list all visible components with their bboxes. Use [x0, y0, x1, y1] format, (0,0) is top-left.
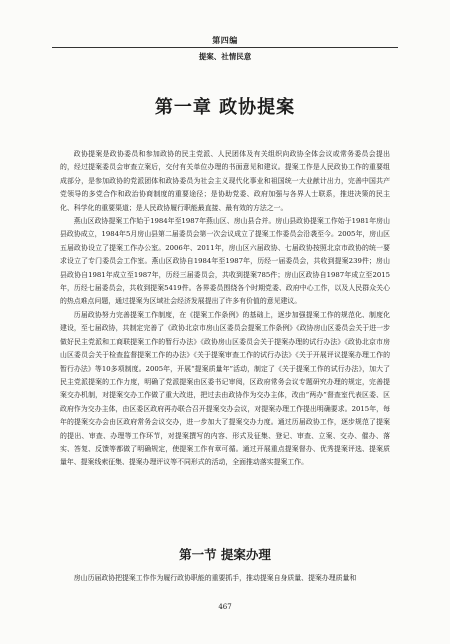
running-header-part: 第四编	[212, 35, 238, 45]
running-header-section: 提案、社情民意	[198, 52, 252, 61]
paragraph: 历届政协努力完善提案工作制度，在《提案工作条例》的基础上，逐步加强提案工作的规范化、制度化建设，至七届政协，共制定完善了《政协北京市房山区委员会提案工作条例》《政协房山区委员会关于进一步做好民主党派和工商联提案工作的暂行办法》《政协房山区委员会关于提案办理的试行办法》《政协北京市房山区委员会关于检查监督提案工作的办法》《关于提案审查工作的试行办法》《关于开展评议提案办理工作的暂行办法》等10多项制度。2005年，开展“提案质量年”活动，制定了《关于提案工作的试行办法》，加大了民主党派提案的工作力度，明确了党派提案由区委书记审阅，区政府常务会议专题研究办理的规定，完善提案交办机制，对提案交办工作做了重大改进，把过去由政协作为交办主体，改由“两办”督查室代表区委、区政府作为交办主体，由区委区政府再办联合召开提案交办会议，对提案办理工作提出明确要求。2015年，每年的提案交办会由区政府常务会议交办，进一步加大了提案交办力度。通过历届政协工作，逐步规范了提案的提出、审查、办理等工作环节，对提案撰写的内容、形式及征集、登记、审查、立案、交办、催办、落实、答复、反馈等都做了明确规定，使提案工作有章可循。通过开展重点提案督办、优秀提案评选、提案质量年、提案线索征集、提案办理评议等不同形式的活动，全面推动落实提案工作。	[60, 310, 390, 467]
section-paragraph: 房山历届政协把提案工作作为履行政协职能的重要抓手，推动提案自身质量、提案办理质量和	[73, 574, 357, 582]
body-text	[60, 148, 390, 470]
section-title: 第一节 提案办理	[179, 547, 271, 562]
chapter-title: 第一章 政协提案	[154, 97, 296, 118]
paragraph: 政协提案是政协委员和参加政协的民主党派、人民团体及有关组织向政协全体会议或常务委员会提出的，经过提案委员会审查立案后，交付有关单位办理的书面意见和建议。提案工作是人民政协工作的重要组成部分，是参加政协的党派团体和政协委员为社会主义现代化事业和祖国统一大业献计出力，完善中国共产党领导的多党合作和政治协商制度的重要途径；是协助党委、政府加强与各界人士联系，推进决策的民主化、科学化的重要渠道；是人民政协履行职能最直接、最有效的方法之一。	[60, 150, 390, 212]
paragraph: 燕山区政协提案工作始于1984年至1987年燕山区、房山县合并。房山县政协提案工作始于1981年房山县政协成立，1984年5月房山县第二届委员会第一次会议成立了提案工作委员会沿袭至今。2005年，房山区五届政协设立了提案工作办公室。2006年、2011年，房山区六届政协、七届政协按照北京市政协的统一要求设立了专门委员会工作室。燕山区政协自1984年至1987年，历经一届委员会，共收到提案239件；房山县政协自1981年成立至1987年，历经三届委员会，共收到提案785件；房山区政协自1987年成立至2015年，历经七届委员会，共收到提案5419件。各界委员围绕各个时期党委、政府中心工作，以及人民群众关心的热点难点问题，通过提案为区域社会经济发展提出了许多有价值的意见建议。	[60, 217, 390, 306]
page-number: 467	[218, 603, 232, 611]
header-rule	[52, 47, 398, 48]
